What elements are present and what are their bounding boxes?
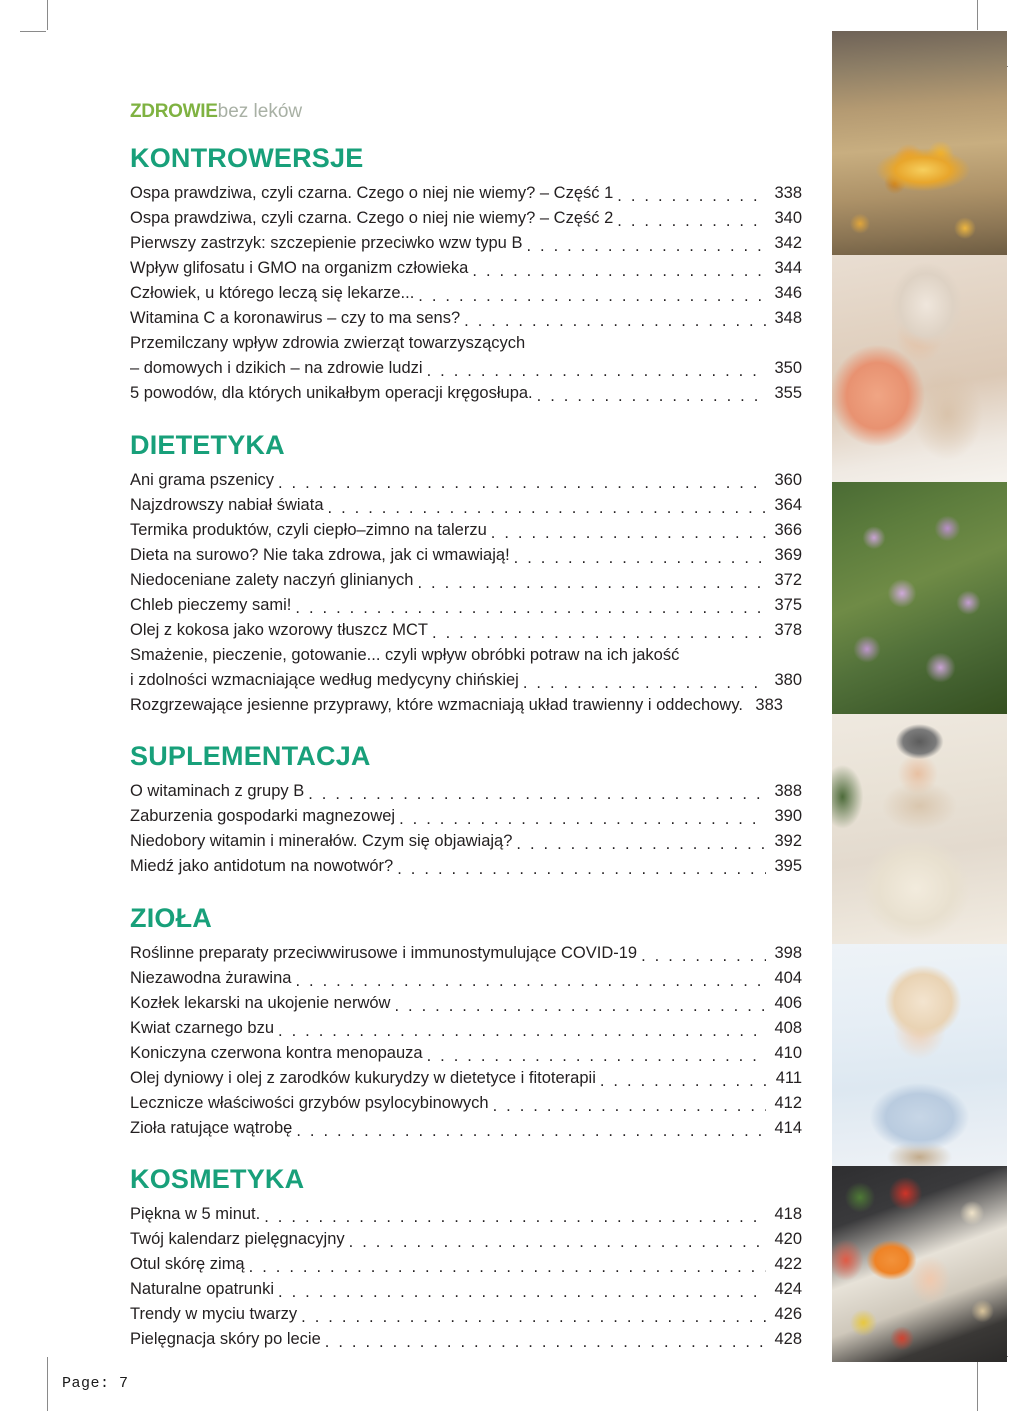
- dot-leader: [301, 1308, 766, 1323]
- toc-entry[interactable]: [130, 260, 802, 277]
- toc-entry[interactable]: [130, 497, 802, 514]
- toc-entry-title: Pierwszy zastrzyk: szczepienie przeciwko wzw typu B: [130, 234, 523, 252]
- toc-entry[interactable]: [130, 697, 802, 714]
- toc-entry-page-number: 395: [774, 857, 802, 875]
- photo-smiling-blonde-woman: [832, 944, 1007, 1166]
- toc-entry[interactable]: [130, 1281, 802, 1298]
- toc-entry[interactable]: [130, 472, 802, 489]
- dot-leader: [472, 262, 766, 277]
- dot-leader: [432, 623, 766, 638]
- dot-leader: [278, 473, 766, 488]
- toc-entry[interactable]: [130, 385, 802, 402]
- dot-leader: [295, 971, 766, 986]
- toc-entry[interactable]: [130, 1095, 802, 1112]
- toc-entry-page-number: 411: [775, 1068, 802, 1087]
- toc-entry-title: Zioła ratujące wątrobę: [130, 1118, 293, 1137]
- crop-mark-bottom-right-vertical: [977, 1357, 978, 1411]
- toc-entry[interactable]: [130, 1045, 802, 1062]
- toc-entry[interactable]: [130, 1231, 802, 1248]
- toc-entry-title: – domowych i dzikich – na zdrowie ludzi: [130, 359, 423, 377]
- toc-entry-title: Pielęgnacja skóry po lecie: [130, 1330, 321, 1348]
- toc-entry[interactable]: [130, 1020, 802, 1037]
- toc-entry[interactable]: [130, 572, 802, 589]
- toc-entry-title: Twój kalendarz pielęgnacyjny: [130, 1230, 345, 1248]
- dot-leader: [328, 498, 767, 513]
- toc-entry-page-number: 378: [774, 620, 802, 639]
- page-number-footer: Page: 7: [62, 1375, 129, 1392]
- toc-entry-title: Ani grama pszenicy: [130, 470, 274, 489]
- toc-entry[interactable]: [130, 597, 802, 614]
- dot-leader: [325, 1333, 766, 1348]
- toc-entry-page-number: 372: [774, 570, 802, 589]
- toc-entry[interactable]: [130, 1206, 802, 1223]
- toc-entry[interactable]: [130, 808, 802, 825]
- section-title: SUPLEMENTACJA: [130, 741, 371, 771]
- toc-entry-title: Niezawodna żurawina: [130, 968, 292, 987]
- toc-entry-title: O witaminach z grupy B: [130, 782, 305, 800]
- toc-entry[interactable]: [130, 522, 802, 539]
- section-title: ZIOŁA: [130, 902, 212, 933]
- toc-entry-title: Roślinne preparaty przeciwwirusowe i immunostymulujące COVID-19: [130, 943, 638, 962]
- logo-brand-primary: ZDROWIE: [130, 101, 218, 122]
- toc-entry-title: Olej dyniowy i olej z zarodków kukurydzy w dietetyce i fitoterapii: [130, 1068, 596, 1087]
- toc-entry-page-number: 344: [774, 259, 802, 277]
- toc-entry[interactable]: [130, 1070, 802, 1087]
- toc-entry-page-number: 380: [774, 670, 802, 689]
- toc-entry[interactable]: [130, 235, 802, 252]
- toc-entry-page-number: 408: [774, 1018, 802, 1037]
- dot-leader: [349, 1233, 766, 1248]
- toc-entry-title: Piękna w 5 minut.: [130, 1205, 261, 1223]
- photo-strip: [832, 31, 1007, 1362]
- toc-entry-title: 5 powodów, dla których unikałbym operacji kręgosłupa.: [130, 384, 533, 402]
- toc-entry-page-number: 426: [774, 1305, 802, 1323]
- toc-entry-page-number: 410: [774, 1043, 802, 1062]
- toc-entry-page-number: 398: [774, 943, 802, 962]
- dot-leader: [526, 237, 766, 252]
- toc-entry-page-number: 338: [774, 184, 802, 202]
- toc-entry-page-number: 350: [774, 359, 802, 377]
- dot-leader: [464, 312, 766, 327]
- dot-leader: [514, 548, 766, 563]
- toc-entry-page-number: 412: [774, 1093, 802, 1112]
- toc-entry-page-number: 414: [774, 1118, 802, 1137]
- toc-entry[interactable]: [130, 672, 802, 689]
- toc-entry[interactable]: [130, 858, 802, 875]
- toc-entry-title: Miedź jako antidotum na nowotwór?: [130, 857, 394, 875]
- dot-leader: [600, 1071, 766, 1086]
- toc-entry-title: Przemilczany wpływ zdrowia zwierząt towarzyszących: [130, 334, 526, 352]
- toc-entry-page-number: 383: [755, 695, 783, 714]
- dot-leader: [278, 1283, 766, 1298]
- toc-entry-title: Człowiek, u którego leczą się lekarze...: [130, 284, 415, 302]
- toc-entry[interactable]: [130, 210, 802, 227]
- section-title: KOSMETYKA: [130, 1164, 305, 1194]
- toc-entry-title: Trendy w myciu twarzy: [130, 1305, 298, 1323]
- logo-brand-secondary: bez leków: [217, 101, 303, 122]
- toc-entry-page-number: 355: [774, 384, 802, 402]
- toc-entry-title: Zaburzenia gospodarki magnezowej: [130, 807, 396, 825]
- toc-entry-title: Rozgrzewające jesienne przyprawy, które wzmacniają układ trawienny i oddechowy.: [130, 695, 743, 714]
- toc-entry[interactable]: [130, 1306, 802, 1323]
- dot-leader: [296, 1121, 766, 1136]
- footer-rule: [47, 1357, 48, 1411]
- toc-entry-title: Niedoceniane zalety naczyń glinianych: [130, 570, 414, 589]
- photo-healthy-food-flatlay: [832, 1166, 1007, 1362]
- toc-section: [130, 902, 802, 1137]
- toc-entry-page-number: 369: [774, 545, 802, 564]
- dot-leader: [491, 523, 766, 538]
- toc-entry[interactable]: [130, 310, 802, 327]
- toc-entry-title: Kwiat czarnego bzu: [130, 1018, 274, 1037]
- dot-leader: [394, 996, 766, 1011]
- dot-leader: [523, 673, 766, 688]
- toc-entry-title: Witamina C a koronawirus – czy to ma sens?: [130, 309, 461, 327]
- toc-entry-title: Lecznicze właściwości grzybów psylocybinowych: [130, 1093, 489, 1112]
- toc-entry[interactable]: [130, 547, 802, 564]
- toc-entry[interactable]: [130, 622, 802, 639]
- toc-section: [130, 743, 802, 875]
- toc-entry[interactable]: [130, 1120, 802, 1137]
- toc-section: [130, 429, 802, 714]
- toc-entry[interactable]: [130, 995, 802, 1012]
- photo-sneezing-man-winter: [832, 714, 1007, 944]
- toc-entry[interactable]: [130, 335, 802, 352]
- toc-entry-title: Naturalne opatrunki: [130, 1280, 275, 1298]
- crop-mark-top-right-vertical: [977, 0, 978, 30]
- toc-entry[interactable]: [130, 285, 802, 302]
- toc-entry[interactable]: [130, 970, 802, 987]
- crop-mark-top-left-horizontal: [20, 31, 46, 32]
- toc-section: [130, 145, 802, 402]
- toc-section: [130, 1166, 802, 1348]
- dot-leader: [617, 187, 766, 202]
- dot-leader: [617, 212, 766, 227]
- toc-entry-page-number: 418: [774, 1205, 802, 1223]
- section-title: KONTROWERSJE: [130, 143, 364, 173]
- dot-leader: [427, 362, 766, 377]
- photo-supplement-capsules: [832, 31, 1007, 255]
- dot-leader: [264, 1208, 766, 1223]
- dot-leader: [641, 946, 766, 961]
- toc-entry-page-number: 360: [774, 470, 802, 489]
- dot-leader: [308, 785, 766, 800]
- toc-entry-title: Kozłek lekarski na ukojenie nerwów: [130, 993, 391, 1012]
- toc-entry-page-number: 375: [774, 595, 802, 614]
- dot-leader: [427, 1046, 766, 1061]
- toc-entry[interactable]: [130, 783, 802, 800]
- toc-entry[interactable]: [130, 1256, 802, 1273]
- toc-entry-page-number: 424: [774, 1280, 802, 1298]
- toc-entry[interactable]: [130, 945, 802, 962]
- dot-leader: [516, 835, 766, 850]
- dot-leader: [278, 1021, 766, 1036]
- toc-entry-title: Otul skórę zimą: [130, 1255, 245, 1273]
- dot-leader: [397, 860, 766, 875]
- toc-entry-page-number: 342: [774, 234, 802, 252]
- section-title: DIETETYKA: [130, 429, 285, 460]
- toc-entry[interactable]: [130, 360, 802, 377]
- photo-purple-thyme-flowers: [832, 482, 1007, 714]
- table-of-contents: [130, 145, 802, 1356]
- toc-entry-title: Ospa prawdziwa, czyli czarna. Czego o niej nie wiemy? – Część 2: [130, 209, 614, 227]
- dot-leader: [399, 810, 766, 825]
- toc-entry[interactable]: [130, 647, 802, 664]
- toc-entry-title: Niedobory witamin i minerałów. Czym się objawiają?: [130, 832, 513, 850]
- toc-entry-page-number: 406: [774, 993, 802, 1012]
- toc-entry-title: i zdolności wzmacniające według medycyny chińskiej: [130, 670, 519, 689]
- toc-entry-title: Najzdrowszy nabiał świata: [130, 495, 324, 514]
- crop-mark-top-left-vertical: [47, 0, 48, 30]
- toc-entry[interactable]: [130, 833, 802, 850]
- dot-leader: [418, 287, 766, 302]
- toc-entry-title: Koniczyna czerwona kontra menopauza: [130, 1043, 423, 1062]
- toc-entry-page-number: 346: [774, 284, 802, 302]
- toc-entry-page-number: 348: [774, 309, 802, 327]
- magazine-logo: [130, 101, 302, 123]
- toc-entry-page-number: 388: [774, 782, 802, 800]
- toc-entry-page-number: 428: [774, 1330, 802, 1348]
- dot-leader: [249, 1258, 766, 1273]
- toc-entry-title: Olej z kokosa jako wzorowy tłuszcz MCT: [130, 620, 428, 639]
- toc-entry-page-number: 392: [774, 832, 802, 850]
- toc-entry-page-number: 422: [774, 1255, 802, 1273]
- toc-entry-title: Chleb pieczemy sami!: [130, 595, 292, 614]
- toc-entry-page-number: 366: [774, 520, 802, 539]
- toc-entry[interactable]: [130, 1331, 802, 1348]
- toc-entry-page-number: 340: [774, 209, 802, 227]
- toc-entry-page-number: 404: [774, 968, 802, 987]
- toc-entry-page-number: 420: [774, 1230, 802, 1248]
- photo-elderly-woman-thermometer: [832, 255, 1007, 482]
- toc-entry-page-number: 390: [774, 807, 802, 825]
- toc-entry-title: Termika produktów, czyli ciepło–zimno na talerzu: [130, 520, 487, 539]
- dot-leader: [537, 387, 766, 402]
- toc-entry-title: Wpływ glifosatu i GMO na organizm człowieka: [130, 259, 469, 277]
- toc-entry[interactable]: [130, 185, 802, 202]
- toc-entry-title: Dieta na surowo? Nie taka zdrowa, jak ci wmawiają!: [130, 545, 510, 564]
- dot-leader: [295, 598, 766, 613]
- toc-entry-title: Ospa prawdziwa, czyli czarna. Czego o niej nie wiemy? – Część 1: [130, 184, 614, 202]
- dot-leader: [493, 1096, 766, 1111]
- toc-entry-page-number: 364: [774, 495, 802, 514]
- toc-entry-title: Smażenie, pieczenie, gotowanie... czyli wpływ obróbki potraw na ich jakość: [130, 645, 680, 664]
- dot-leader: [417, 573, 766, 588]
